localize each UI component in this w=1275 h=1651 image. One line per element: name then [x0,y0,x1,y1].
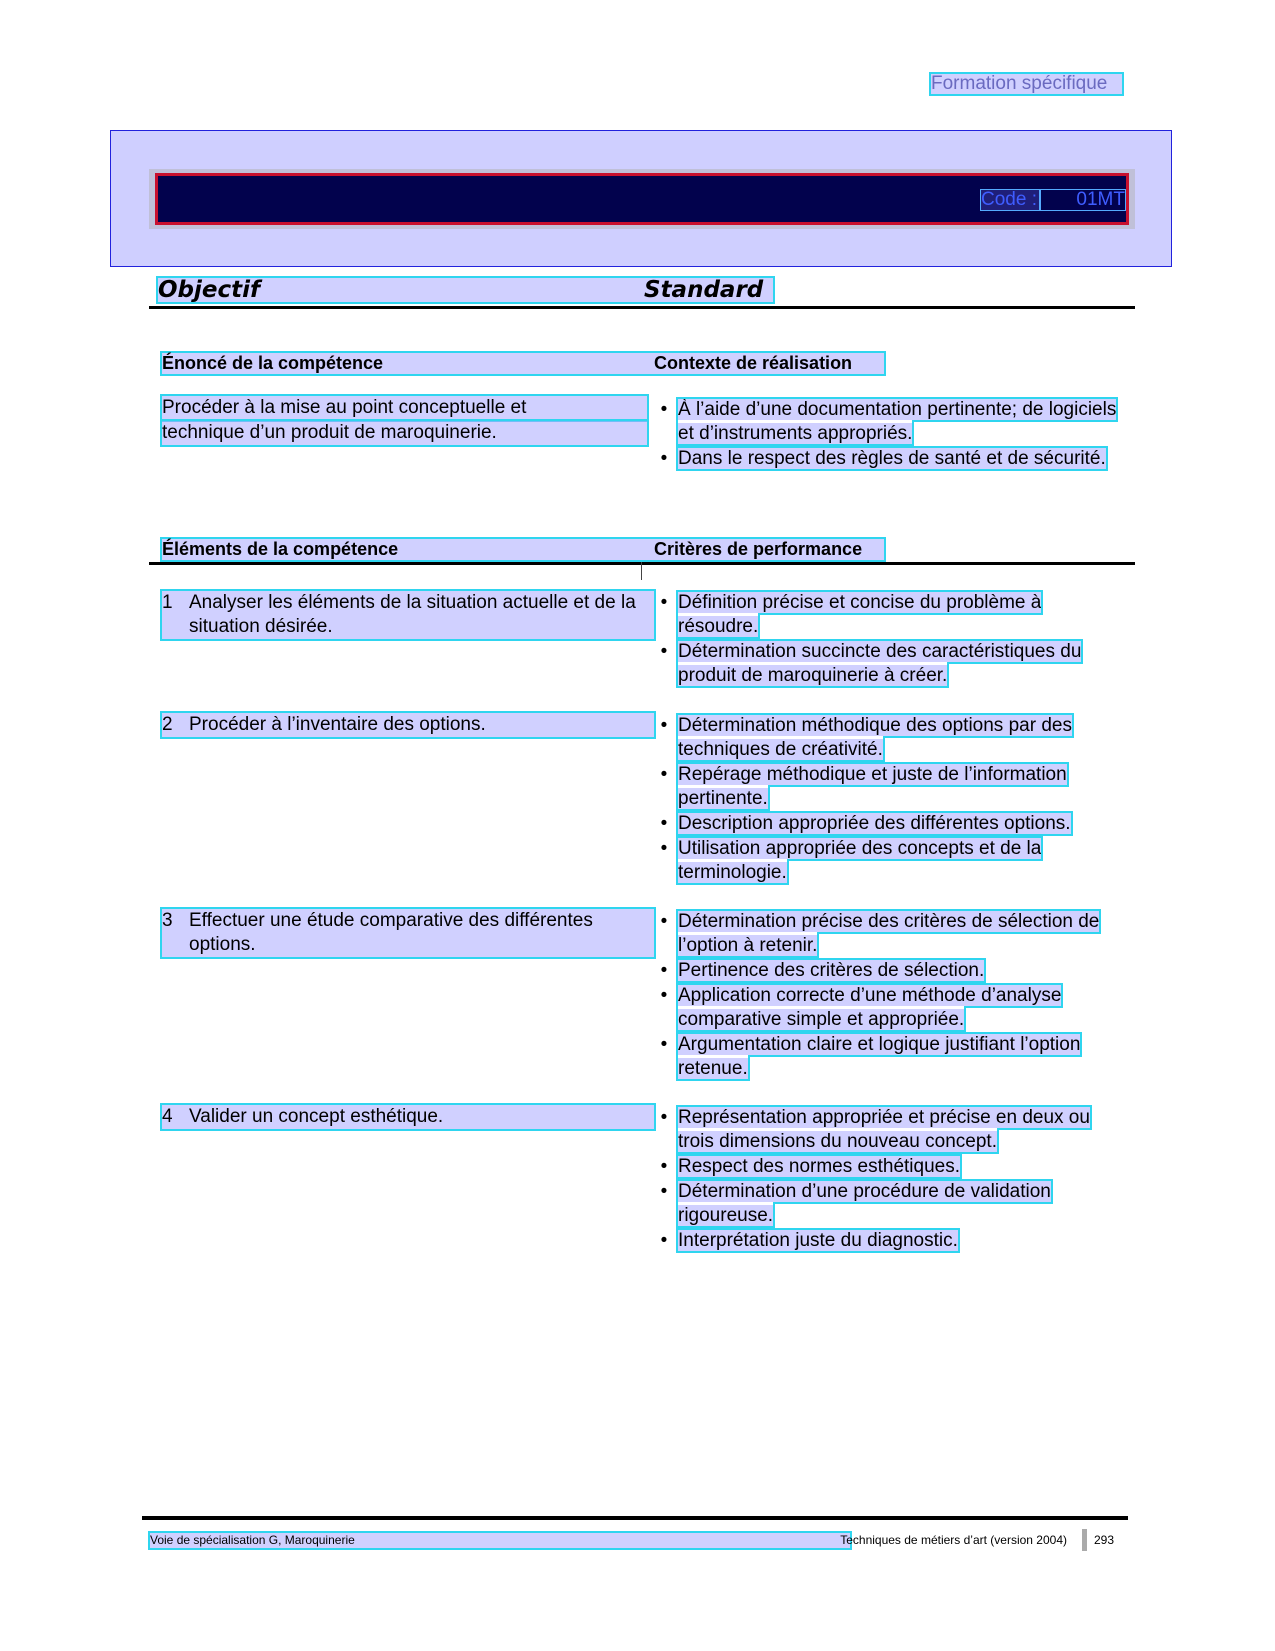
element-2 [162,713,654,737]
bullet-icon: • [660,1230,668,1251]
criterion-4-2: Respect des normes esthétiques. [678,1156,960,1177]
criteria-label: Critères de performance [654,539,863,559]
element-1-number: 1 [162,592,173,613]
criteria-list-3 [657,910,1117,1082]
banner-bar [155,173,1129,225]
elements-label: Éléments de la compétence [162,539,399,559]
list-item [657,447,1117,471]
element-4-number: 4 [162,1106,173,1127]
criterion-4-3: Détermination d’une procédure de validation rigoureuse. [678,1181,1051,1226]
bullet-icon: • [660,813,668,834]
list-item [657,837,1117,885]
list-item [657,812,1117,836]
element-1-text: Analyser les éléments de la situation actuelle et de la situation désirée. [189,592,636,637]
column-divider [641,562,642,580]
list-item [657,910,1117,958]
context-list [657,398,1117,472]
elements-rule [149,562,1135,565]
context-item-2: Dans le respect des règles de santé et de sécurité. [678,448,1106,469]
footer-separator [1082,1529,1087,1551]
criterion-3-4: Argumentation claire et logique justifiant l’option retenue. [678,1034,1081,1079]
element-4 [162,1105,654,1129]
bullet-icon: • [660,960,668,981]
element-1 [162,591,654,639]
list-item [657,714,1117,762]
criterion-3-2: Pertinence des critères de sélection. [678,960,985,981]
competency-banner [110,130,1172,267]
bullet-icon: • [660,1107,668,1128]
list-item [657,763,1117,811]
element-3-number: 3 [162,910,173,931]
bullet-icon: • [660,641,668,662]
criterion-2-4: Utilisation appropriée des concepts et de la terminologie. [678,838,1042,883]
footer-program: Voie de spécialisation G, Maroquinerie [150,1533,850,1548]
list-item [657,1180,1117,1228]
bullet-icon: • [660,592,668,613]
bullet-icon: • [660,715,668,736]
bullet-icon: • [660,764,668,785]
element-labels [162,539,884,560]
element-3-text: Effectuer une étude comparative des différentes options. [189,910,593,955]
list-item [657,398,1117,446]
element-2-number: 2 [162,714,173,735]
criteria-list-2 [657,714,1117,886]
criterion-1-2: Détermination succincte des caractéristiques du produit de maroquinerie à créer. [678,641,1082,686]
element-2-text: Procéder à l’inventaire des options. [189,714,486,735]
list-item [657,959,1117,983]
context-item-1: À l’aide d’une documentation pertinente; de logiciels et d’instruments appropriés. [678,399,1117,444]
footer-rule [142,1516,1128,1520]
criterion-1-1: Définition précise et concise du problème à résoudre. [678,592,1042,637]
bullet-icon: • [660,1181,668,1202]
list-item [657,1033,1117,1081]
list-item [657,1155,1117,1179]
competence-labels [162,353,884,374]
bullet-icon: • [660,399,668,420]
bullet-icon: • [660,838,668,859]
list-item [657,640,1117,688]
criterion-4-1: Représentation appropriée et précise en deux ou trois dimensions du nouveau concept. [678,1107,1090,1152]
statement-label: Énoncé de la compétence [162,353,384,373]
bullet-icon: • [660,1156,668,1177]
criterion-3-1: Détermination précise des critères de sélection de l’option à retenir. [678,911,1100,956]
statement-line-1: Procéder à la mise au point conceptuelle et [162,396,647,420]
criteria-list-1 [657,591,1117,689]
element-4-text: Valider un concept esthétique. [189,1106,444,1127]
title-rule [149,306,1135,309]
page-number: 293 [1094,1533,1115,1547]
footer-title: Techniques de métiers d’art (version 2004) [840,1533,1067,1547]
criterion-3-3: Application correcte d’une méthode d’analyse comparative simple et appropriée. [678,985,1062,1030]
list-item [657,1106,1117,1154]
objective-standard-row [158,278,773,302]
criterion-2-1: Détermination méthodique des options par des techniques de créativité. [678,715,1072,760]
criterion-2-2: Repérage méthodique et juste de l’information pertinente. [678,764,1067,809]
criterion-4-4: Interprétation juste du diagnostic. [678,1230,958,1251]
list-item [657,984,1117,1032]
bullet-icon: • [660,448,668,469]
bullet-icon: • [660,985,668,1006]
list-item [657,591,1117,639]
criteria-list-4 [657,1106,1117,1254]
banner-frame [149,169,1135,229]
bullet-icon: • [660,1034,668,1055]
statement-line-2: technique d’un produit de maroquinerie. [162,421,647,445]
criterion-2-3: Description appropriée des différentes options. [678,813,1071,834]
bullet-icon: • [660,911,668,932]
list-item [657,1229,1117,1253]
element-3 [162,909,654,957]
code-label: Code : [981,190,1039,210]
section-heading: Formation spécifique [931,74,1122,94]
context-label: Contexte de réalisation [654,353,853,373]
code-value: 01MT [1041,190,1125,210]
standard-title: Standard [644,277,764,303]
objective-title: Objectif [158,277,261,303]
